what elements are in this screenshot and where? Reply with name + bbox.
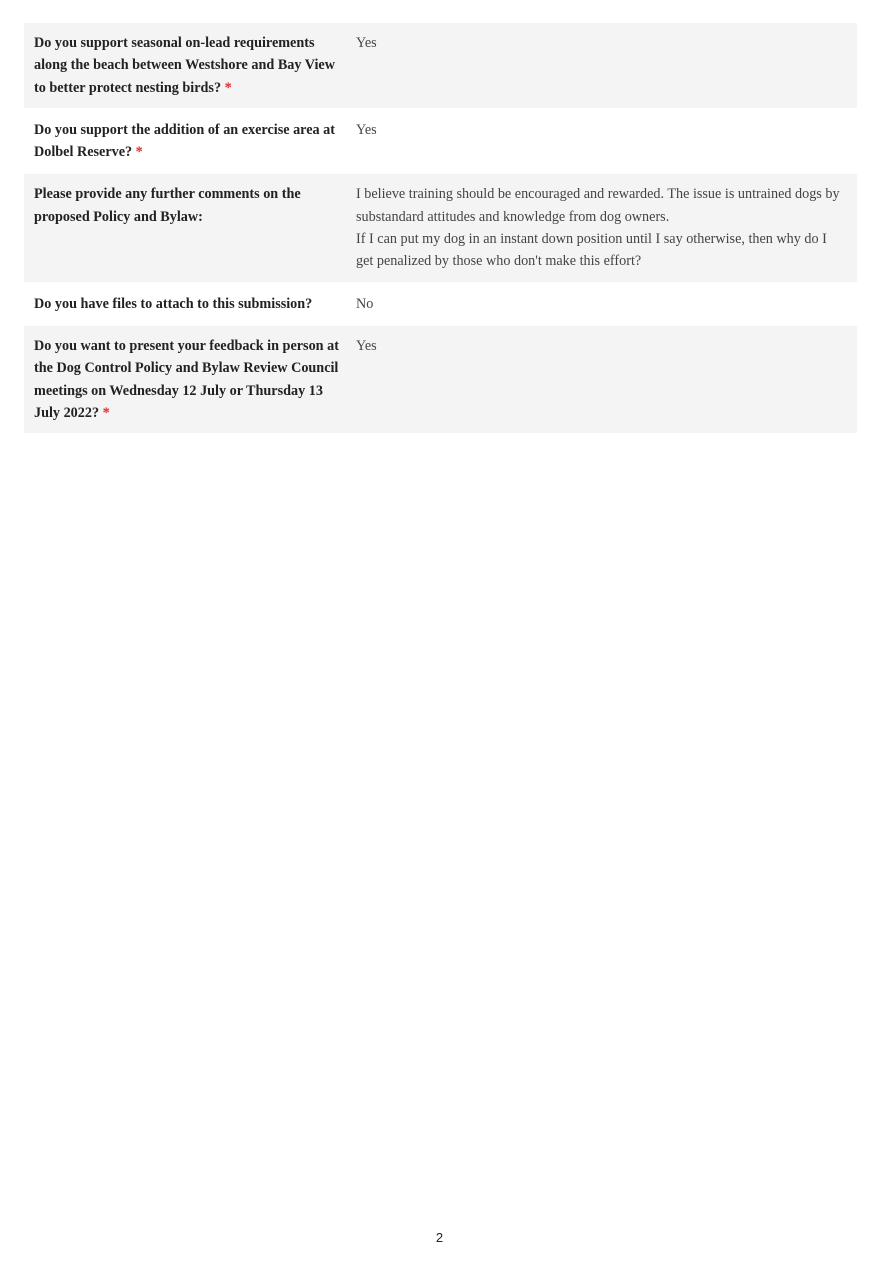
answer-text: I believe training should be encouraged and rewarded. The issue is untrained dogs by substandard attitudes and knowledge from dog owners.	[356, 186, 840, 225]
answer-value	[356, 32, 847, 99]
answer-text: Yes	[356, 337, 377, 354]
question-label: Do you support the addition of an exercise area at Dolbel Reserve? *	[34, 121, 335, 161]
answer-value	[356, 183, 847, 272]
question-label: Do you want to present your feedback in person at the Dog Control Policy and Bylaw Review Council meetings on Wednesday 12 July or Thursday 13 July 2022? *	[34, 337, 339, 421]
table-row	[24, 284, 857, 326]
required-marker: *	[102, 404, 110, 421]
answer-value	[356, 335, 847, 424]
answer-text: Yes	[356, 35, 377, 51]
answer-text: If I can put my dog in an instant down position until I say otherwise, then why do I get penalized by those who don't make this effort?	[356, 231, 827, 270]
answer-value	[356, 119, 847, 164]
required-marker: *	[224, 79, 232, 96]
answer-text: No	[356, 295, 374, 312]
submission-table	[24, 23, 857, 435]
question-label: Do you have files to attach to this submission?	[34, 295, 313, 312]
table-row	[24, 23, 857, 110]
table-row	[24, 110, 857, 175]
answer-value	[356, 293, 847, 315]
question-label: Please provide any further comments on the proposed Policy and Bylaw:	[34, 186, 301, 225]
answer-text: Yes	[356, 121, 377, 138]
table-row	[24, 326, 857, 435]
table-row	[24, 174, 857, 283]
required-marker: *	[135, 144, 143, 161]
page-number: 2	[435, 1230, 444, 1245]
question-label: Do you support seasonal on-lead requirements along the beach between Westshore and Bay View to better protect nesting birds? *	[34, 35, 335, 96]
